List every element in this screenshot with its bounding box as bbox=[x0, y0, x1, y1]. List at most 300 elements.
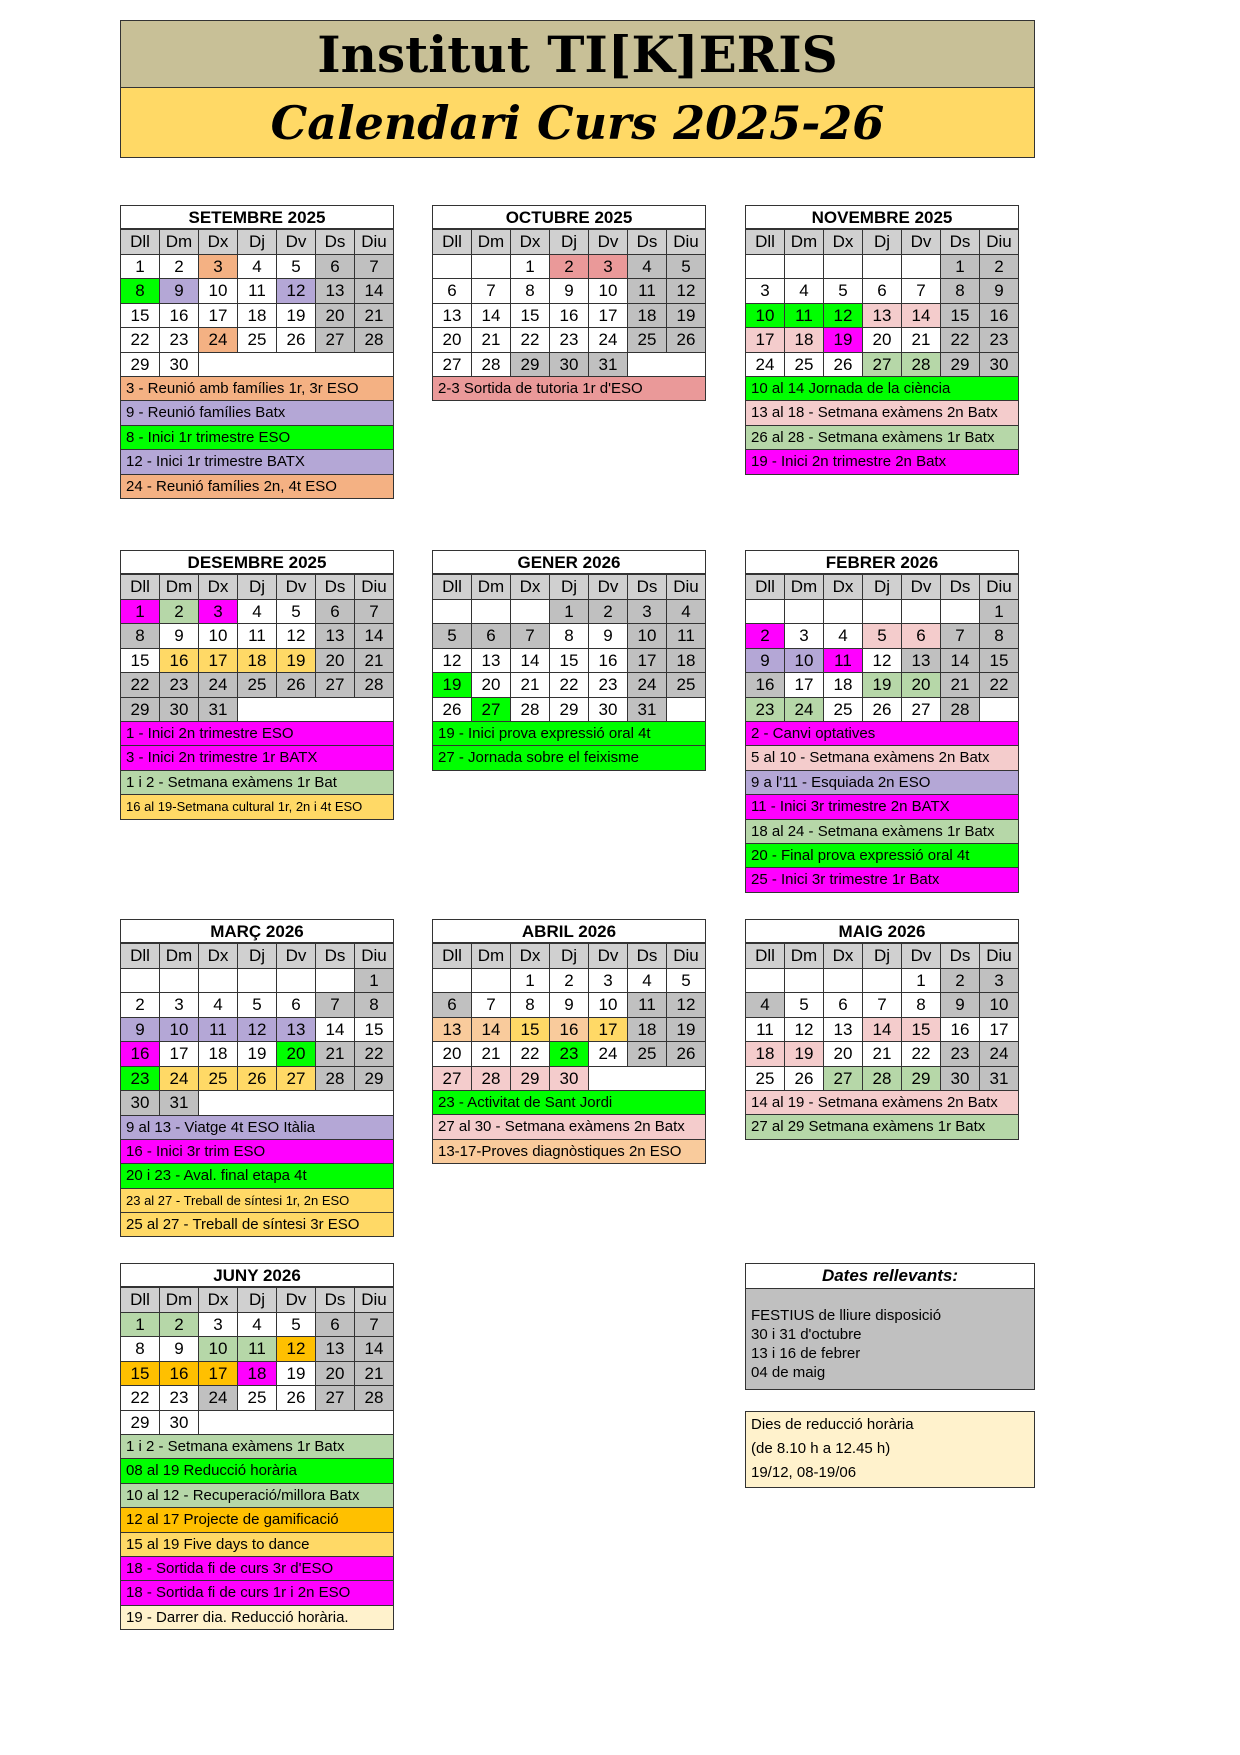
weekday-header: Dj bbox=[863, 230, 902, 255]
event-note: 13-17-Proves diagnòstiques 2n ESO bbox=[432, 1140, 706, 1164]
day-cell: 24 bbox=[980, 1042, 1019, 1067]
week-row bbox=[433, 1017, 706, 1042]
empty-day-cell bbox=[511, 599, 550, 624]
day-cell: 21 bbox=[472, 328, 511, 353]
day-cell: 31 bbox=[628, 697, 667, 722]
day-cell: 16 bbox=[980, 303, 1019, 328]
empty-day-cell bbox=[472, 254, 511, 279]
weekday-header: Dj bbox=[550, 575, 589, 600]
day-cell: 2 bbox=[941, 968, 980, 993]
weekday-header: Dj bbox=[238, 1288, 277, 1313]
day-cell: 22 bbox=[550, 673, 589, 698]
day-cell: 21 bbox=[863, 1042, 902, 1067]
event-note: 19 - Inici prova expressió oral 4t bbox=[432, 722, 706, 746]
reduction-title: Dies de reducció horària bbox=[751, 1416, 914, 1433]
calendar-title: Calendari Curs 2025-26 bbox=[120, 88, 1035, 158]
month-title: NOVEMBRE 2025 bbox=[745, 205, 1019, 229]
holiday-date: 13 i 16 de febrer bbox=[751, 1345, 861, 1362]
empty-day-cell bbox=[824, 968, 863, 993]
week-row bbox=[746, 1017, 1019, 1042]
event-note: 3 - Inici 2n trimestre 1r BATX bbox=[120, 746, 394, 770]
weekday-header: Dx bbox=[824, 944, 863, 969]
day-cell: 11 bbox=[628, 279, 667, 304]
week-row bbox=[121, 279, 394, 304]
event-note: 11 - Inici 3r trimestre 2n BATX bbox=[745, 795, 1019, 819]
weekday-header: Dx bbox=[199, 230, 238, 255]
day-cell: 30 bbox=[160, 1410, 199, 1435]
day-cell: 23 bbox=[121, 1066, 160, 1091]
day-cell: 4 bbox=[785, 279, 824, 304]
day-cell: 4 bbox=[628, 968, 667, 993]
day-cell: 8 bbox=[511, 279, 550, 304]
empty-day-cell bbox=[863, 599, 902, 624]
day-cell: 5 bbox=[785, 993, 824, 1018]
day-cell: 24 bbox=[589, 1042, 628, 1067]
day-cell: 2 bbox=[980, 254, 1019, 279]
weekday-header: Dv bbox=[589, 944, 628, 969]
week-row bbox=[121, 697, 394, 722]
event-note: 3 - Reunió amb famílies 1r, 3r ESO bbox=[120, 377, 394, 401]
day-cell: 22 bbox=[902, 1042, 941, 1067]
day-cell: 29 bbox=[550, 697, 589, 722]
day-cell: 30 bbox=[160, 697, 199, 722]
day-cell: 18 bbox=[199, 1042, 238, 1067]
week-row bbox=[121, 254, 394, 279]
weekday-header: Diu bbox=[355, 1288, 394, 1313]
day-cell: 5 bbox=[667, 968, 706, 993]
day-cell: 4 bbox=[238, 1312, 277, 1337]
day-cell: 26 bbox=[277, 673, 316, 698]
day-cell: 14 bbox=[355, 279, 394, 304]
day-cell: 28 bbox=[355, 1386, 394, 1411]
empty-day-span bbox=[238, 697, 394, 722]
day-cell: 8 bbox=[121, 624, 160, 649]
day-cell: 22 bbox=[941, 328, 980, 353]
day-cell: 17 bbox=[199, 1361, 238, 1386]
day-cell: 18 bbox=[824, 673, 863, 698]
event-note: 1 - Inici 2n trimestre ESO bbox=[120, 722, 394, 746]
day-cell: 19 bbox=[277, 648, 316, 673]
weekday-header: Ds bbox=[316, 575, 355, 600]
day-cell: 6 bbox=[433, 279, 472, 304]
day-cell: 1 bbox=[980, 599, 1019, 624]
weekday-header: Dx bbox=[199, 944, 238, 969]
week-row bbox=[121, 968, 394, 993]
month-calendar bbox=[745, 205, 1019, 475]
day-cell: 12 bbox=[824, 303, 863, 328]
day-cell: 27 bbox=[902, 697, 941, 722]
event-note: 9 al 13 - Viatge 4t ESO Itàlia bbox=[120, 1116, 394, 1140]
day-cell: 5 bbox=[277, 254, 316, 279]
weekday-header: Dv bbox=[277, 575, 316, 600]
day-cell: 9 bbox=[941, 993, 980, 1018]
day-cell: 22 bbox=[355, 1042, 394, 1067]
day-cell: 26 bbox=[667, 328, 706, 353]
day-cell: 7 bbox=[355, 254, 394, 279]
day-cell: 17 bbox=[746, 328, 785, 353]
month-title: DESEMBRE 2025 bbox=[120, 550, 394, 574]
week-row bbox=[121, 1386, 394, 1411]
week-row bbox=[121, 648, 394, 673]
day-cell: 19 bbox=[433, 673, 472, 698]
week-row bbox=[121, 673, 394, 698]
day-cell: 20 bbox=[902, 673, 941, 698]
day-cell: 22 bbox=[121, 328, 160, 353]
day-cell: 8 bbox=[511, 993, 550, 1018]
month-grid bbox=[745, 943, 1019, 1091]
day-cell: 11 bbox=[199, 1017, 238, 1042]
day-cell: 2 bbox=[160, 1312, 199, 1337]
day-cell: 8 bbox=[550, 624, 589, 649]
day-cell: 26 bbox=[277, 1386, 316, 1411]
day-cell: 1 bbox=[941, 254, 980, 279]
day-cell: 7 bbox=[511, 624, 550, 649]
day-cell: 10 bbox=[199, 1337, 238, 1362]
weekday-header: Dm bbox=[472, 575, 511, 600]
day-cell: 7 bbox=[941, 624, 980, 649]
weekday-header: Dj bbox=[238, 575, 277, 600]
holidays-label: FESTIUS de lliure disposició bbox=[751, 1307, 942, 1324]
month-title: OCTUBRE 2025 bbox=[432, 205, 706, 229]
day-cell: 31 bbox=[199, 697, 238, 722]
day-cell: 5 bbox=[667, 254, 706, 279]
day-cell: 28 bbox=[316, 1066, 355, 1091]
day-cell: 5 bbox=[824, 279, 863, 304]
event-note: 2 - Canvi optatives bbox=[745, 722, 1019, 746]
day-cell: 29 bbox=[511, 1066, 550, 1091]
day-cell: 21 bbox=[472, 1042, 511, 1067]
day-cell: 16 bbox=[160, 303, 199, 328]
day-cell: 10 bbox=[199, 279, 238, 304]
weekday-header: Dv bbox=[277, 1288, 316, 1313]
empty-day-cell bbox=[785, 968, 824, 993]
event-note: 20 i 23 - Aval. final etapa 4t bbox=[120, 1164, 394, 1188]
day-cell: 23 bbox=[550, 1042, 589, 1067]
day-cell: 5 bbox=[433, 624, 472, 649]
day-cell: 28 bbox=[472, 1066, 511, 1091]
day-cell: 14 bbox=[941, 648, 980, 673]
event-note: 13 al 18 - Setmana exàmens 2n Batx bbox=[745, 401, 1019, 425]
weekday-header: Ds bbox=[941, 944, 980, 969]
day-cell: 6 bbox=[433, 993, 472, 1018]
day-cell: 3 bbox=[980, 968, 1019, 993]
month-grid bbox=[432, 574, 706, 722]
event-note: 08 al 19 Reducció horària bbox=[120, 1459, 394, 1483]
month-title: SETEMBRE 2025 bbox=[120, 205, 394, 229]
day-cell: 24 bbox=[628, 673, 667, 698]
day-cell: 11 bbox=[238, 624, 277, 649]
day-cell: 1 bbox=[121, 254, 160, 279]
day-cell: 27 bbox=[316, 328, 355, 353]
week-row bbox=[746, 993, 1019, 1018]
day-cell: 23 bbox=[589, 673, 628, 698]
week-row bbox=[433, 697, 706, 722]
event-note: 8 - Inici 1r trimestre ESO bbox=[120, 426, 394, 450]
weekday-header: Diu bbox=[355, 944, 394, 969]
day-cell: 9 bbox=[550, 993, 589, 1018]
week-row bbox=[121, 624, 394, 649]
month-grid bbox=[120, 574, 394, 722]
day-cell: 10 bbox=[628, 624, 667, 649]
day-cell: 8 bbox=[121, 1337, 160, 1362]
day-cell: 9 bbox=[121, 1017, 160, 1042]
month-grid bbox=[745, 574, 1019, 722]
day-cell: 16 bbox=[160, 648, 199, 673]
day-cell: 15 bbox=[941, 303, 980, 328]
day-cell: 20 bbox=[433, 1042, 472, 1067]
day-cell: 3 bbox=[589, 254, 628, 279]
day-cell: 7 bbox=[355, 1312, 394, 1337]
day-cell: 6 bbox=[316, 599, 355, 624]
event-note: 5 al 10 - Setmana exàmens 2n Batx bbox=[745, 746, 1019, 770]
day-cell: 3 bbox=[199, 599, 238, 624]
day-cell: 13 bbox=[433, 303, 472, 328]
day-cell: 7 bbox=[863, 993, 902, 1018]
day-cell: 20 bbox=[277, 1042, 316, 1067]
empty-day-cell bbox=[433, 254, 472, 279]
event-note: 14 al 19 - Setmana exàmens 2n Batx bbox=[745, 1091, 1019, 1115]
event-note: 1 i 2 - Setmana exàmens 1r Batx bbox=[120, 1435, 394, 1459]
day-cell: 8 bbox=[121, 279, 160, 304]
weekday-header: Dv bbox=[902, 575, 941, 600]
day-cell: 7 bbox=[472, 279, 511, 304]
day-cell: 2 bbox=[160, 599, 199, 624]
empty-day-cell bbox=[785, 599, 824, 624]
weekday-header: Dx bbox=[824, 575, 863, 600]
day-cell: 28 bbox=[472, 352, 511, 377]
day-cell: 11 bbox=[746, 1017, 785, 1042]
day-cell: 9 bbox=[160, 1337, 199, 1362]
day-cell: 29 bbox=[121, 1410, 160, 1435]
day-cell: 21 bbox=[316, 1042, 355, 1067]
day-cell: 27 bbox=[472, 697, 511, 722]
day-cell: 25 bbox=[238, 673, 277, 698]
weekday-header: Dx bbox=[824, 230, 863, 255]
day-cell: 15 bbox=[121, 1361, 160, 1386]
month-grid bbox=[120, 229, 394, 377]
empty-day-cell bbox=[199, 968, 238, 993]
day-cell: 19 bbox=[667, 1017, 706, 1042]
relevant-dates-box bbox=[745, 1263, 1035, 1390]
month-grid bbox=[120, 943, 394, 1116]
day-cell: 16 bbox=[160, 1361, 199, 1386]
empty-day-cell bbox=[472, 599, 511, 624]
day-cell: 28 bbox=[355, 328, 394, 353]
week-row bbox=[433, 599, 706, 624]
day-cell: 17 bbox=[160, 1042, 199, 1067]
empty-day-cell bbox=[160, 968, 199, 993]
empty-day-span bbox=[589, 1066, 706, 1091]
institution-title: Institut TI[K]ERIS bbox=[120, 20, 1035, 88]
day-cell: 1 bbox=[550, 599, 589, 624]
empty-day-cell bbox=[902, 599, 941, 624]
day-cell: 10 bbox=[589, 993, 628, 1018]
month-calendar bbox=[120, 919, 394, 1237]
day-cell: 13 bbox=[824, 1017, 863, 1042]
weekday-header: Diu bbox=[980, 230, 1019, 255]
empty-day-cell bbox=[785, 254, 824, 279]
day-cell: 12 bbox=[785, 1017, 824, 1042]
weekday-header: Dj bbox=[238, 230, 277, 255]
weekday-header: Dm bbox=[785, 575, 824, 600]
empty-day-cell bbox=[238, 968, 277, 993]
day-cell: 4 bbox=[199, 993, 238, 1018]
day-cell: 15 bbox=[902, 1017, 941, 1042]
week-row bbox=[433, 624, 706, 649]
empty-day-cell bbox=[316, 968, 355, 993]
week-row bbox=[433, 968, 706, 993]
day-cell: 3 bbox=[199, 254, 238, 279]
day-cell: 19 bbox=[277, 1361, 316, 1386]
weekday-header: Diu bbox=[667, 230, 706, 255]
day-cell: 22 bbox=[121, 673, 160, 698]
weekday-header: Dm bbox=[472, 944, 511, 969]
month-title: ABRIL 2026 bbox=[432, 919, 706, 943]
day-cell: 22 bbox=[980, 673, 1019, 698]
day-cell: 23 bbox=[746, 697, 785, 722]
day-cell: 6 bbox=[277, 993, 316, 1018]
empty-day-cell bbox=[433, 968, 472, 993]
day-cell: 11 bbox=[238, 279, 277, 304]
event-note: 12 - Inici 1r trimestre BATX bbox=[120, 450, 394, 474]
week-row bbox=[746, 1042, 1019, 1067]
day-cell: 9 bbox=[550, 279, 589, 304]
day-cell: 16 bbox=[121, 1042, 160, 1067]
empty-day-cell bbox=[746, 254, 785, 279]
empty-day-cell bbox=[863, 968, 902, 993]
week-row bbox=[121, 1017, 394, 1042]
day-cell: 24 bbox=[199, 328, 238, 353]
week-row bbox=[121, 1042, 394, 1067]
day-cell: 25 bbox=[628, 328, 667, 353]
event-note: 18 al 24 - Setmana exàmens 1r Batx bbox=[745, 820, 1019, 844]
holiday-date: 30 i 31 d'octubre bbox=[751, 1326, 862, 1343]
day-cell: 26 bbox=[785, 1066, 824, 1091]
day-cell: 9 bbox=[746, 648, 785, 673]
day-cell: 1 bbox=[511, 968, 550, 993]
weekday-header: Dv bbox=[277, 230, 316, 255]
day-cell: 11 bbox=[238, 1337, 277, 1362]
day-cell: 27 bbox=[277, 1066, 316, 1091]
day-cell: 22 bbox=[121, 1386, 160, 1411]
event-note: 18 - Sortida fi de curs 3r d'ESO bbox=[120, 1557, 394, 1581]
day-cell: 23 bbox=[160, 328, 199, 353]
day-cell: 17 bbox=[199, 303, 238, 328]
day-cell: 3 bbox=[589, 968, 628, 993]
day-cell: 18 bbox=[628, 1017, 667, 1042]
week-row bbox=[746, 254, 1019, 279]
day-cell: 10 bbox=[785, 648, 824, 673]
day-cell: 26 bbox=[433, 697, 472, 722]
day-cell: 12 bbox=[863, 648, 902, 673]
day-cell: 8 bbox=[980, 624, 1019, 649]
day-cell: 14 bbox=[863, 1017, 902, 1042]
day-cell: 25 bbox=[238, 1386, 277, 1411]
day-cell: 19 bbox=[863, 673, 902, 698]
month-grid bbox=[432, 229, 706, 377]
weekday-header: Dm bbox=[785, 944, 824, 969]
month-calendar bbox=[120, 550, 394, 820]
weekday-header: Dx bbox=[511, 944, 550, 969]
day-cell: 18 bbox=[238, 648, 277, 673]
day-cell: 16 bbox=[589, 648, 628, 673]
weekday-header: Dv bbox=[277, 944, 316, 969]
day-cell: 12 bbox=[433, 648, 472, 673]
day-cell: 21 bbox=[355, 648, 394, 673]
day-cell: 24 bbox=[746, 352, 785, 377]
week-row bbox=[746, 599, 1019, 624]
empty-day-span bbox=[980, 697, 1019, 722]
empty-day-cell bbox=[121, 968, 160, 993]
week-row bbox=[433, 673, 706, 698]
weekday-header: Ds bbox=[316, 230, 355, 255]
week-row bbox=[746, 624, 1019, 649]
day-cell: 3 bbox=[199, 1312, 238, 1337]
day-cell: 15 bbox=[980, 648, 1019, 673]
day-cell: 7 bbox=[316, 993, 355, 1018]
day-cell: 14 bbox=[511, 648, 550, 673]
day-cell: 27 bbox=[316, 673, 355, 698]
day-cell: 19 bbox=[277, 303, 316, 328]
event-note: 16 - Inici 3r trim ESO bbox=[120, 1140, 394, 1164]
week-row bbox=[746, 303, 1019, 328]
day-cell: 14 bbox=[355, 624, 394, 649]
month-title: JUNY 2026 bbox=[120, 1263, 394, 1287]
weekday-header: Dj bbox=[550, 944, 589, 969]
day-cell: 24 bbox=[160, 1066, 199, 1091]
day-cell: 26 bbox=[863, 697, 902, 722]
day-cell: 20 bbox=[433, 328, 472, 353]
day-cell: 13 bbox=[863, 303, 902, 328]
week-row bbox=[121, 599, 394, 624]
day-cell: 17 bbox=[785, 673, 824, 698]
day-cell: 4 bbox=[238, 599, 277, 624]
weekday-header: Dll bbox=[121, 575, 160, 600]
event-note: 27 - Jornada sobre el feixisme bbox=[432, 746, 706, 770]
weekday-header: Ds bbox=[628, 230, 667, 255]
empty-day-cell bbox=[824, 254, 863, 279]
relevant-dates-title: Dates rellevants: bbox=[746, 1264, 1034, 1289]
week-row bbox=[433, 993, 706, 1018]
day-cell: 10 bbox=[980, 993, 1019, 1018]
day-cell: 12 bbox=[667, 993, 706, 1018]
day-cell: 18 bbox=[667, 648, 706, 673]
day-cell: 30 bbox=[160, 352, 199, 377]
weekday-header: Dx bbox=[199, 575, 238, 600]
empty-day-cell bbox=[277, 968, 316, 993]
empty-day-span bbox=[628, 352, 706, 377]
day-cell: 19 bbox=[824, 328, 863, 353]
day-cell: 13 bbox=[433, 1017, 472, 1042]
day-cell: 25 bbox=[667, 673, 706, 698]
day-cell: 25 bbox=[238, 328, 277, 353]
weekday-header: Dv bbox=[589, 575, 628, 600]
day-cell: 8 bbox=[941, 279, 980, 304]
day-cell: 17 bbox=[628, 648, 667, 673]
day-cell: 27 bbox=[824, 1066, 863, 1091]
reduction-hours: (de 8.10 h a 12.45 h) bbox=[751, 1440, 891, 1457]
day-cell: 23 bbox=[160, 673, 199, 698]
empty-day-cell bbox=[472, 968, 511, 993]
week-row bbox=[433, 279, 706, 304]
weekday-header: Dm bbox=[472, 230, 511, 255]
day-cell: 5 bbox=[863, 624, 902, 649]
reduction-box bbox=[745, 1411, 1035, 1488]
event-note: 9 a l'11 - Esquiada 2n ESO bbox=[745, 771, 1019, 795]
day-cell: 28 bbox=[863, 1066, 902, 1091]
day-cell: 30 bbox=[550, 352, 589, 377]
day-cell: 30 bbox=[941, 1066, 980, 1091]
